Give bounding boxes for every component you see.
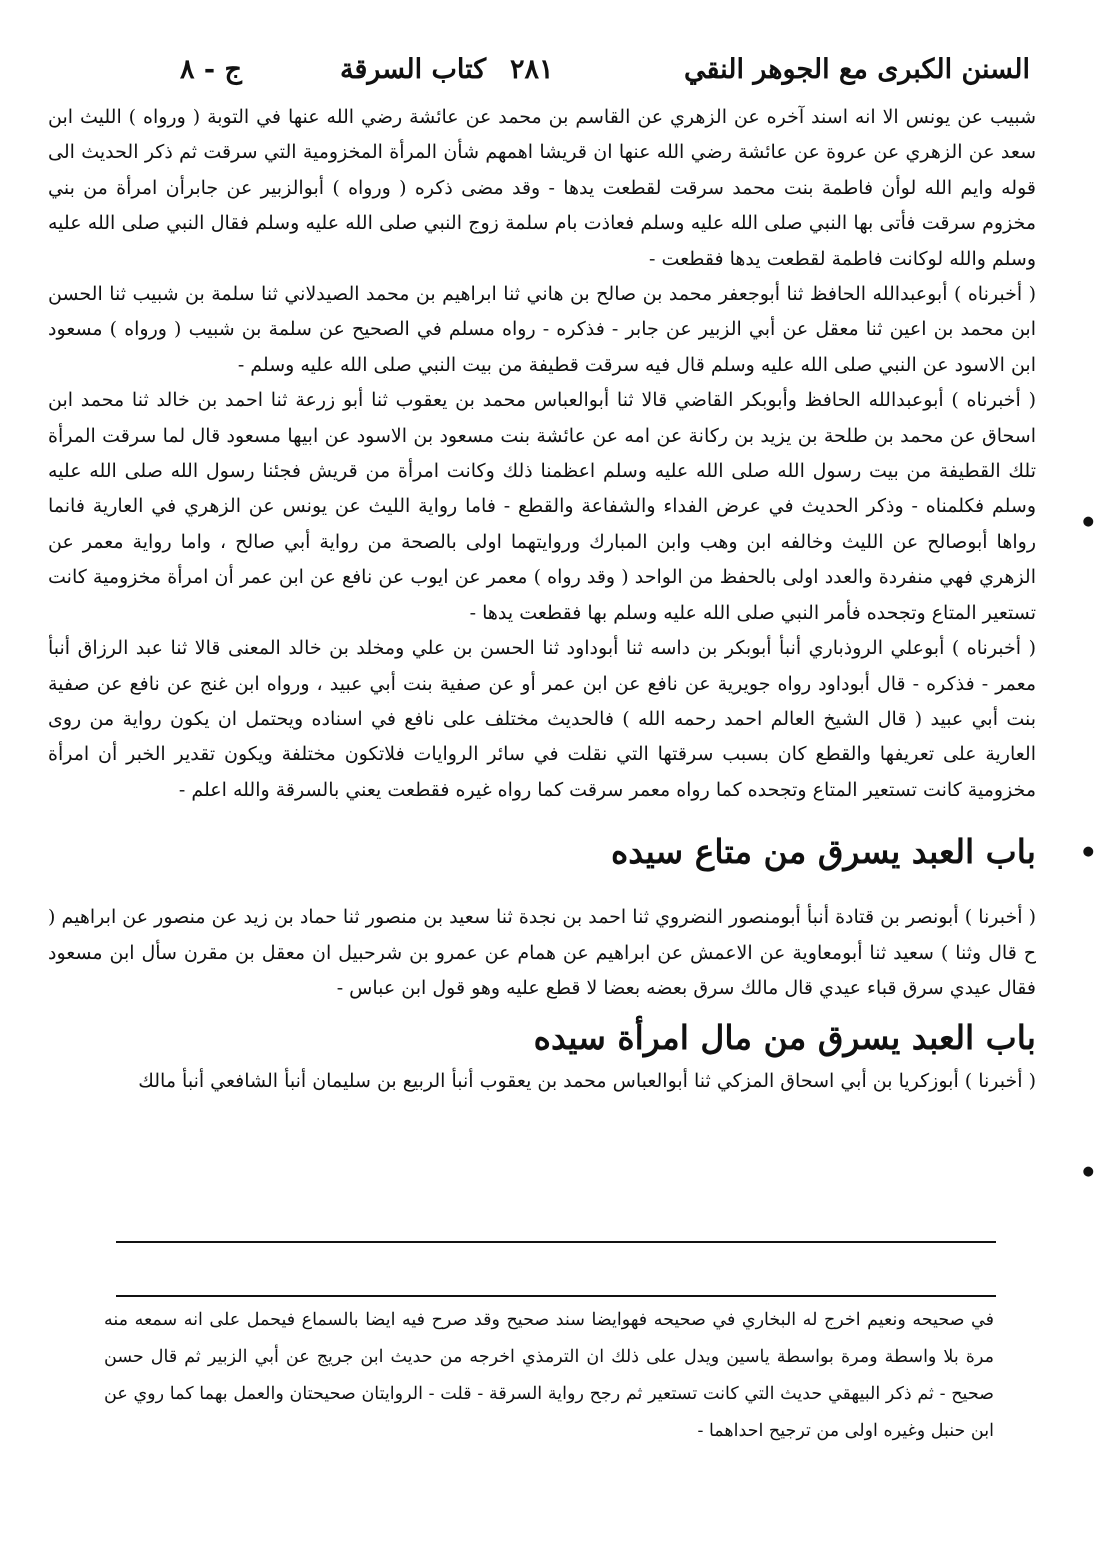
paragraph: ( أخبرناه ) أبوعبدالله الحافظ وأبوبكر القاضي قالا ثنا أبوالعباس محمد بن يعقوب ثنا أبو زرعة ثنا احمد بن خالد ثنا محمد ابن اسحاق عن محمد بن طلحة بن يزيد بن ركانة عن امه عن عائشة بنت مسعود بن الاسود عن ابيها مسعود قال لما سرقت المرأة تلك القطيفة من بيت رسول الله صلى الله عليه وسلم اعظمنا ذلك وكانت امرأة من قريش فجئنا رسول الله صلى الله عليه وسلم فكلمناه - وذكر الحديث في عرض الفداء والشفاعة والقطع - فاما رواية الليث عن يونس عن الزهري في العارية فانما رواها أبوصالح عن الليث وخالفه ابن وهب وابن المبارك وروايتهما اولى بالصحة من رواية أبي صالح ، واما رواية معمر عن الزهري فهي منفردة والعدد اولى بالحفظ من الواحد ( وقد رواه ) معمر عن ايوب عن نافع عن ابن عمر أن امرأة مخزومية كانت تستعير المتاع وتجحده فأمر النبي صلى الله عليه وسلم بها فقطعت يدها - xyxy=(48,389,1036,624)
margin-dot-icon: ● xyxy=(1082,1164,1094,1179)
header-page-number: ٢٨١ xyxy=(510,54,554,85)
header-volume: ج - ٨ xyxy=(180,54,242,85)
footnotes xyxy=(104,1302,994,1450)
paragraph: ( أخبرنا ) أبونصر بن قتادة أنبأ أبومنصور النضروي ثنا احمد بن نجدة ثنا سعيد بن منصور ثنا حماد بن زيد عن منصور عن ابراهيم ( ح قال وثنا ) سعيد ثنا أبومعاوية عن الاعمش عن ابراهيم عن همام عن عمرو بن شرحبيل ان معقل بن مقرن سأل ابن مسعود فقال عيدي سرق قباء عيدي قال مالك سرق بعضه بعضا لا قطع عليه وهو قول ابن عباس - xyxy=(48,906,1036,999)
paragraph: ( أخبرنا ) أبوزكريا بن أبي اسحاق المزكي ثنا أبوالعباس محمد بن يعقوب أنبأ الربيع بن سليمان أنبأ الشافعي أنبأ مالك xyxy=(138,1070,1036,1093)
margin-dot-icon: ● xyxy=(1082,514,1094,529)
header-book-title: السنن الكبرى مع الجوهر النقي xyxy=(683,54,1030,85)
paragraph: ( أخبرناه ) أبوعلي الروذباري أنبأ أبوبكر بن داسه ثنا أبوداود ثنا الحسن بن علي ومخلد بن خالد المعنى قالا ثنا عبد الرزاق أنبأ معمر - فذكره - قال أبوداود رواه جويرية عن نافع عن ابن عمر أو عن صفية بنت أبي عبيد ، ورواه ابن غنج عن نافع عن صفية بنت أبي عبيد ( قال الشيخ العالم احمد رحمه الله ) فالحديث مختلف على نافع في اسناده ويحتمل ان يكون رواية من روى العارية على تعريفها والقطع كان بسبب سرقتها التي نقلت في سائر الروايات فلاتكون مختلفة ويكون تقدير الخبر أن امرأة مخزومية كانت تستعير المتاع وتجحده كما رواه معمر سرقت كما رواه غيره فقطعت يعني بالسرقة والله اعلم - xyxy=(48,637,1036,801)
footnote-paragraph: في صحيحه ونعيم اخرج له البخاري في صحيحه فهوايضا سند صحيح وقد صرح فيه ايضا بالسماع فيحمل على انه سمعه منه مرة بلا واسطة ومرة بواسطة ياسين ويدل على ذلك ان الترمذي اخرجه من حديث ابن جريج عن أبي الزبير ثم قال حسن صحيح - ثم ذكر البيهقي حديث التي كانت تستعير ثم رجح رواية السرقة - قلت - الروايتان صحيحتان والعمل بهما كما روي عن ابن حنبل وغيره اولى من ترجيح احداهما - xyxy=(104,1310,994,1441)
header-chapter-title: كتاب السرقة xyxy=(340,54,487,85)
paragraph: ( أخبرناه ) أبوعبدالله الحافظ ثنا أبوجعفر محمد بن صالح بن هاني ثنا ابراهيم بن محمد الصيدلاني ثنا سلمة بن شبيب ثنا الحسن ابن محمد بن اعين ثنا معقل عن أبي الزبير عن جابر - فذكره - رواه مسلم في الصحيح عن سلمة بن شبيب ( ورواه ) مسعود ابن الاسود عن النبي صلى الله عليه وسلم قال فيه سرقت قطيفة من بيت النبي صلى الله عليه وسلم - xyxy=(48,283,1036,376)
text-divider-rule xyxy=(116,1241,996,1243)
main-text xyxy=(48,100,1036,1100)
running-header xyxy=(150,54,1030,102)
section-heading: باب العبد يسرق من مال امرأة سيده xyxy=(533,1018,1036,1058)
margin-dot-icon: ● xyxy=(1082,844,1094,859)
footnote-divider-rule xyxy=(116,1295,996,1297)
section-heading: باب العبد يسرق من متاع سيده xyxy=(610,832,1036,872)
paragraph: شبيب عن يونس الا انه اسند آخره عن الزهري عن القاسم بن محمد عن عائشة رضي الله عنها في التوبة ( ورواه ) الليث ابن سعد عن الزهري عن عروة عن عائشة رضي الله عنها ان قريشا اهمهم شأن المرأة المخزومية التي سرقت ثم ذكر الحديث الى قوله وايم الله لوأن فاطمة بنت محمد سرقت لقطعت يدها - وقد مضى ذكره ( ورواه ) أبوالزبير عن جابرأن امرأة من بني مخزوم سرقت فأتى بها النبي صلى الله عليه وسلم فعاذت بام سلمة زوج النبي صلى الله عليه وسلم فقال النبي صلى الله عليه وسلم والله لوكانت فاطمة لقطعت يدها فقطعت - xyxy=(48,106,1036,270)
